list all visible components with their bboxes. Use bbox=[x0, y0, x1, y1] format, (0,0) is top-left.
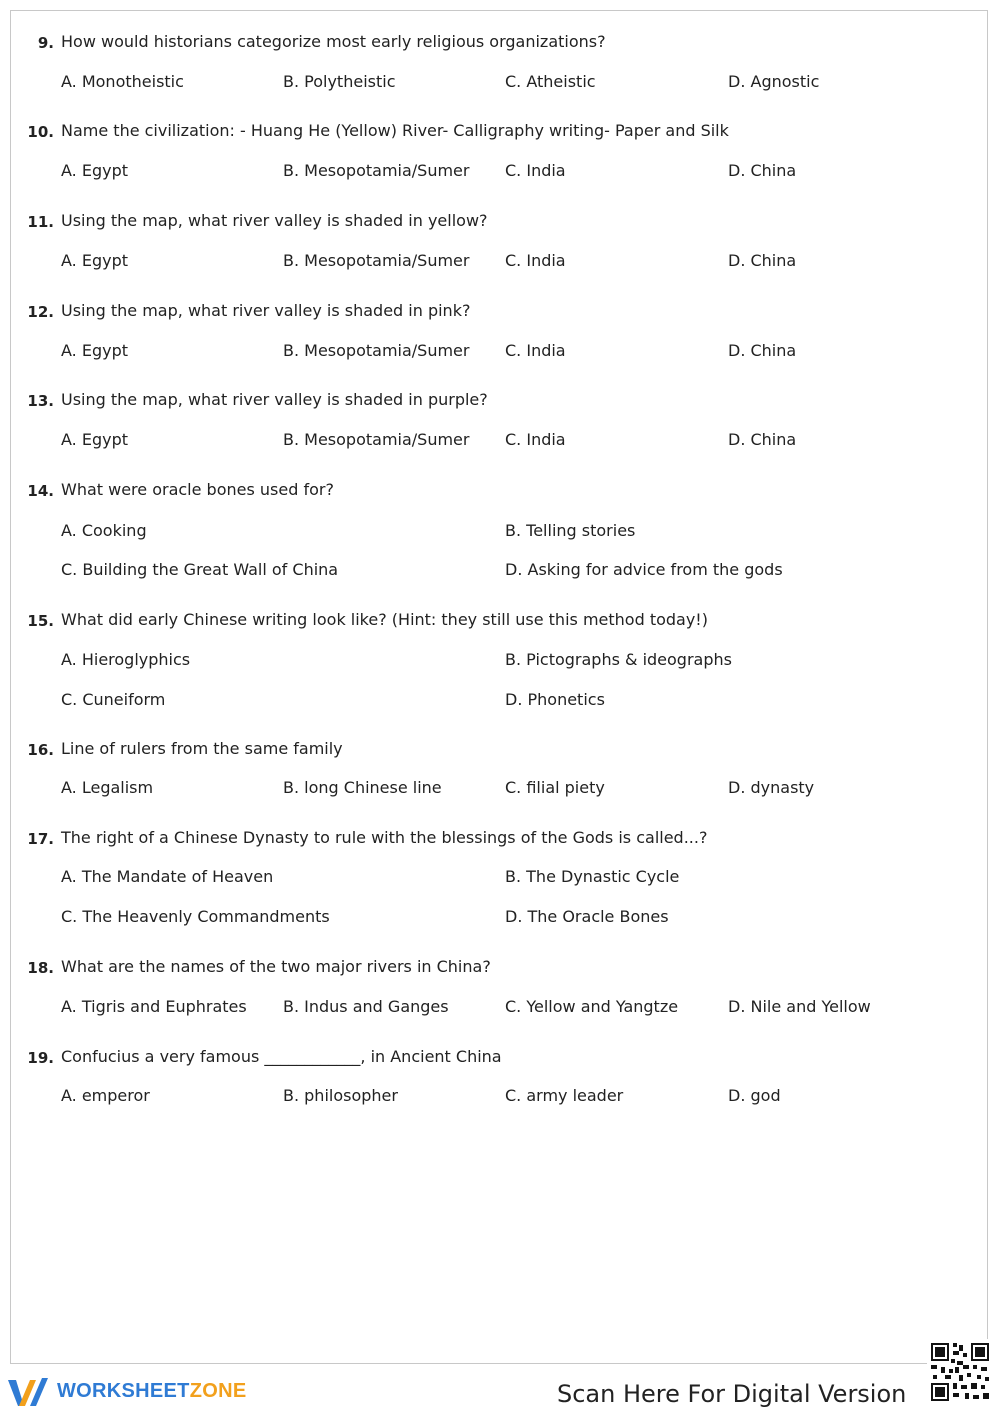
option-b[interactable]: B. long Chinese line bbox=[283, 778, 442, 797]
question-number: 19. bbox=[27, 1049, 54, 1067]
option-a[interactable]: A. Egypt bbox=[61, 341, 128, 360]
qr-code-icon[interactable] bbox=[927, 1339, 993, 1405]
question-text: Using the map, what river valley is shaded in yellow? bbox=[61, 211, 488, 230]
question-number: 13. bbox=[27, 392, 54, 410]
footer bbox=[0, 1366, 1000, 1414]
question-number: 17. bbox=[27, 830, 54, 848]
option-b[interactable]: B. Telling stories bbox=[505, 521, 636, 540]
option-a[interactable]: A. Egypt bbox=[61, 161, 128, 180]
option-b[interactable]: B. The Dynastic Cycle bbox=[505, 867, 680, 886]
option-c[interactable]: C. India bbox=[505, 430, 566, 449]
option-a[interactable]: A. emperor bbox=[61, 1086, 150, 1105]
option-d[interactable]: D. dynasty bbox=[728, 778, 815, 797]
option-c[interactable]: C. India bbox=[505, 251, 566, 270]
question-text: How would historians categorize most early religious organizations? bbox=[61, 32, 606, 51]
question-text: Confucius a very famous ____________, in Ancient China bbox=[61, 1047, 502, 1066]
option-b[interactable]: B. Polytheistic bbox=[283, 72, 396, 91]
worksheetzone-logo-icon bbox=[8, 1376, 52, 1410]
question-text: What did early Chinese writing look like? (Hint: they still use this method today!) bbox=[61, 610, 708, 629]
question-text: Line of rulers from the same family bbox=[61, 739, 343, 758]
option-c[interactable]: C. Cuneiform bbox=[61, 690, 166, 709]
option-b[interactable]: B. Mesopotamia/Sumer bbox=[283, 430, 470, 449]
option-d[interactable]: D. god bbox=[728, 1086, 781, 1105]
option-d[interactable]: D. China bbox=[728, 341, 797, 360]
question-text: Name the civilization: - Huang He (Yellow) River- Calligraphy writing- Paper and Silk bbox=[61, 121, 729, 140]
option-d[interactable]: D. Agnostic bbox=[728, 72, 820, 91]
question-number: 11. bbox=[27, 213, 54, 231]
option-a[interactable]: A. Monotheistic bbox=[61, 72, 184, 91]
option-d[interactable]: D. China bbox=[728, 430, 797, 449]
option-c[interactable]: C. Building the Great Wall of China bbox=[61, 560, 339, 579]
option-a[interactable]: A. Egypt bbox=[61, 251, 128, 270]
question-number: 16. bbox=[27, 741, 54, 759]
option-d[interactable]: D. China bbox=[728, 161, 797, 180]
scan-instruction: Scan Here For Digital Version bbox=[557, 1380, 907, 1408]
option-c[interactable]: C. India bbox=[505, 161, 566, 180]
brand-logo[interactable] bbox=[57, 1380, 246, 1403]
option-c[interactable]: C. filial piety bbox=[505, 778, 605, 797]
option-a[interactable]: A. Tigris and Euphrates bbox=[61, 997, 247, 1016]
option-d[interactable]: D. Asking for advice from the gods bbox=[505, 560, 783, 579]
option-c[interactable]: C. Atheistic bbox=[505, 72, 596, 91]
question-number: 12. bbox=[27, 303, 54, 321]
option-b[interactable]: B. philosopher bbox=[283, 1086, 398, 1105]
option-c[interactable]: C. Yellow and Yangtze bbox=[505, 997, 679, 1016]
option-b[interactable]: B. Pictographs & ideographs bbox=[505, 650, 732, 669]
option-a[interactable]: A. The Mandate of Heaven bbox=[61, 867, 274, 886]
option-a[interactable]: A. Cooking bbox=[61, 521, 147, 540]
question-number: 10. bbox=[27, 123, 54, 141]
option-a[interactable]: A. Legalism bbox=[61, 778, 154, 797]
option-d[interactable]: D. China bbox=[728, 251, 797, 270]
option-d[interactable]: D. Nile and Yellow bbox=[728, 997, 871, 1016]
question-text: What were oracle bones used for? bbox=[61, 480, 334, 499]
option-b[interactable]: B. Mesopotamia/Sumer bbox=[283, 341, 470, 360]
option-a[interactable]: A. Egypt bbox=[61, 430, 128, 449]
option-c[interactable]: C. India bbox=[505, 341, 566, 360]
option-d[interactable]: D. The Oracle Bones bbox=[505, 907, 669, 926]
logo-word-zone: ZONE bbox=[189, 1380, 247, 1402]
question-number: 14. bbox=[27, 482, 54, 500]
question-text: What are the names of the two major rivers in China? bbox=[61, 957, 491, 976]
option-c[interactable]: C. army leader bbox=[505, 1086, 624, 1105]
logo-word-worksheet: WORKSHEET bbox=[57, 1380, 190, 1402]
option-b[interactable]: B. Indus and Ganges bbox=[283, 997, 449, 1016]
question-text: Using the map, what river valley is shaded in purple? bbox=[61, 390, 488, 409]
option-c[interactable]: C. The Heavenly Commandments bbox=[61, 907, 330, 926]
question-number: 18. bbox=[27, 959, 54, 977]
question-text: The right of a Chinese Dynasty to rule with the blessings of the Gods is called...? bbox=[61, 828, 708, 847]
question-number: 15. bbox=[27, 612, 54, 630]
question-text: Using the map, what river valley is shaded in pink? bbox=[61, 301, 471, 320]
question-number: 9. bbox=[37, 34, 54, 52]
option-b[interactable]: B. Mesopotamia/Sumer bbox=[283, 161, 470, 180]
option-a[interactable]: A. Hieroglyphics bbox=[61, 650, 191, 669]
option-d[interactable]: D. Phonetics bbox=[505, 690, 605, 709]
option-b[interactable]: B. Mesopotamia/Sumer bbox=[283, 251, 470, 270]
